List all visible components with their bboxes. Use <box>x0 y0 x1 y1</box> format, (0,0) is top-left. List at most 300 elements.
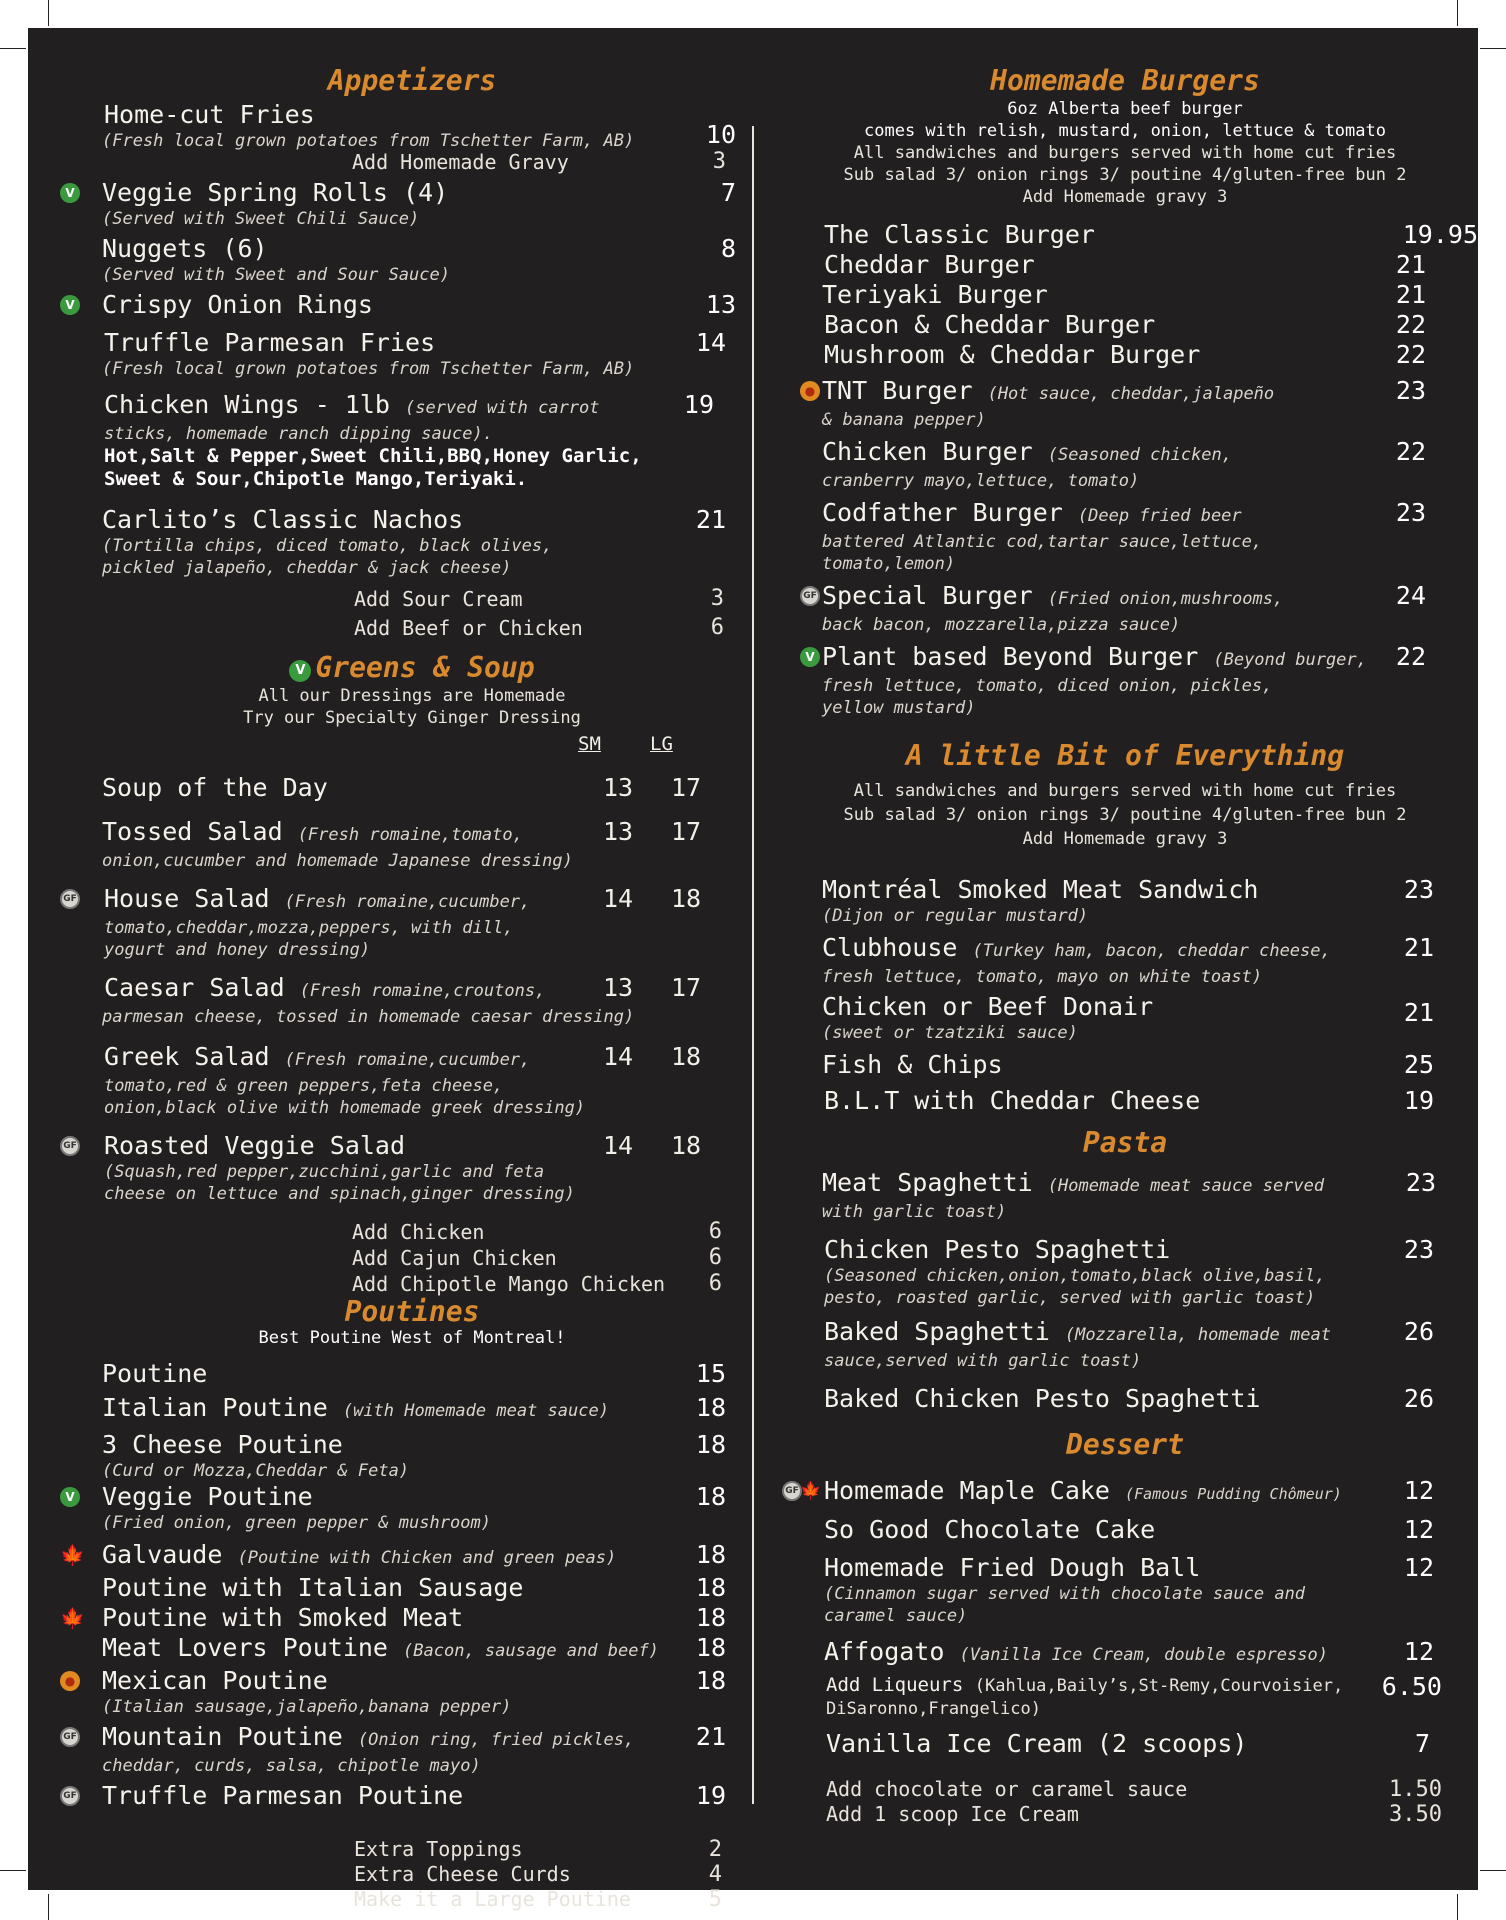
menu-item <box>780 376 1470 431</box>
item-name-line <box>822 1168 1394 1201</box>
item-desc: back bacon, mozzarella,pizza sauce) <box>822 615 1181 635</box>
menu-item <box>780 1637 1470 1670</box>
greens-note: Try our Specialty Ginger Dressing <box>243 708 581 728</box>
item-name: Poutine with Smoked Meat <box>102 1603 464 1632</box>
gluten-free-icon: GF <box>60 889 80 909</box>
item-prices <box>584 817 734 847</box>
item-desc: (Served with Sweet Chili Sauce) <box>102 209 420 229</box>
addon-label: Extra Toppings <box>354 1837 523 1861</box>
price-sm: 14 <box>602 1131 634 1160</box>
wing-flavors: Sweet & Sour,Chipotle Mango,Teriyaki. <box>104 468 528 490</box>
menu-item <box>780 498 1470 575</box>
addon-price: 6 <box>708 1271 722 1296</box>
addon-price: 3 <box>712 149 726 174</box>
dessert-title: Dessert <box>1065 1428 1184 1461</box>
item-name: Galvaude <box>102 1540 223 1569</box>
price-lg: 17 <box>670 973 702 1002</box>
item-desc: yellow mustard) <box>822 698 976 718</box>
crop-mark <box>48 0 49 26</box>
menu-item <box>780 280 1470 310</box>
item-name: The Classic Burger <box>824 220 1095 249</box>
item-name-line <box>104 884 666 917</box>
menu-item <box>82 505 742 579</box>
item-desc: fresh lettuce, tomato, mayo on white toast) <box>822 967 1263 987</box>
spicy-icon: ● <box>60 1671 80 1691</box>
menu-item <box>64 1666 742 1718</box>
item-name: Tossed Salad <box>102 817 283 846</box>
item-name: Mushroom & Cheddar Burger <box>824 340 1201 369</box>
menu-item <box>82 817 742 872</box>
item-prices <box>584 773 734 803</box>
item-desc: (Seasoned chicken, <box>1047 445 1233 465</box>
item-price: 12 <box>1403 1553 1434 1582</box>
item-price: 23 <box>1395 498 1426 527</box>
item-name-line <box>102 1633 666 1666</box>
item-price: 21 <box>1395 250 1426 279</box>
item-price: 18 <box>695 1540 726 1569</box>
price-lg: 18 <box>670 1042 702 1071</box>
wing-flavors: Hot,Salt & Pepper,Sweet Chili,BBQ,Honey Garlic, <box>104 445 642 467</box>
addon-row <box>82 613 742 643</box>
item-desc: sauce,served with garlic toast) <box>824 1351 1142 1371</box>
menu-item <box>63 1722 742 1777</box>
menu-item <box>65 290 742 320</box>
item-price: 19 <box>695 1781 726 1810</box>
item-name-line <box>822 498 1394 531</box>
item-name: Carlito’s Classic Nachos <box>102 505 464 534</box>
item-name-line <box>104 1042 666 1075</box>
menu-item <box>780 1168 1470 1223</box>
crop-mark <box>1457 1894 1458 1920</box>
menu-item <box>780 340 1470 370</box>
item-desc: (Seasoned chicken,onion,tomato,black olive,basil, <box>824 1266 1326 1286</box>
item-desc: pesto, roasted garlic, served with garlic toast) <box>824 1288 1316 1308</box>
item-name: Codfather Burger <box>822 498 1063 527</box>
item-price: 19 <box>1403 1086 1434 1115</box>
item-price: 26 <box>1403 1384 1434 1413</box>
item-price: 22 <box>1395 310 1426 339</box>
maple-leaf-icon: 🍁 <box>800 1481 822 1501</box>
menu-item <box>82 1042 742 1119</box>
item-price: 12 <box>1403 1637 1434 1666</box>
item-name: Fish & Chips <box>822 1050 1003 1079</box>
item-price: 15 <box>695 1359 726 1388</box>
item-name: Crispy Onion Rings <box>102 290 373 319</box>
item-price: 18 <box>695 1393 726 1422</box>
poutines-tagline: Best Poutine West of Montreal! <box>258 1328 566 1348</box>
item-desc: (Mozzarella, homemade meat <box>1064 1325 1331 1345</box>
addon-row <box>82 1887 742 1912</box>
item-name: Baked Chicken Pesto Spaghetti <box>824 1384 1261 1413</box>
item-desc: (sweet or tzatziki sauce) <box>822 1023 1078 1043</box>
menu-item <box>780 933 1470 988</box>
greens-note: All our Dressings are Homemade <box>258 686 566 706</box>
item-desc: (Fried onion,mushrooms, <box>1047 589 1284 609</box>
item-prices <box>584 1131 734 1161</box>
item-name: Meat Spaghetti <box>822 1168 1033 1197</box>
burgers-note: Add Homemade gravy 3 <box>1022 187 1228 207</box>
item-desc: yogurt and honey dressing) <box>104 940 371 960</box>
gluten-free-icon: GF <box>60 1727 80 1747</box>
item-price: 21 <box>1403 933 1434 962</box>
item-desc: DiSaronno,Frangelico) <box>826 1699 1041 1719</box>
addon-price: 3 <box>710 586 724 611</box>
item-name-line <box>822 933 1394 966</box>
item-desc: battered Atlantic cod,tartar sauce,lettuce, <box>822 532 1263 552</box>
addon-price: 2 <box>708 1837 722 1862</box>
price-sm: 14 <box>602 884 634 913</box>
greens-title <box>82 651 742 685</box>
item-name: Greek Salad <box>104 1042 270 1071</box>
item-prices <box>584 884 734 914</box>
menu-item <box>82 1633 742 1666</box>
menu-item <box>780 437 1470 492</box>
menu-item <box>82 1430 742 1482</box>
menu-item <box>82 1359 742 1389</box>
menu-page <box>28 28 1478 1912</box>
item-desc: (Fresh romaine,croutons, <box>299 981 546 1001</box>
addon-row <box>82 1245 742 1271</box>
item-desc: (Fresh romaine,cucumber, <box>284 892 531 912</box>
item-price: 18 <box>695 1666 726 1695</box>
crop-mark <box>1480 1870 1506 1871</box>
addon-label: Add Homemade Gravy <box>352 150 569 174</box>
price-sm: 13 <box>602 817 634 846</box>
item-name-line <box>104 390 702 423</box>
addon-price: 6 <box>708 1245 722 1270</box>
addon-label: Add Sour Cream <box>354 587 523 611</box>
item-desc: (Bacon, sausage and beef) <box>403 1641 659 1661</box>
addon-row <box>82 149 742 174</box>
item-name: Mountain Poutine <box>102 1722 343 1751</box>
item-name: Veggie Poutine <box>102 1482 313 1511</box>
menu-item <box>82 773 742 803</box>
menu-item <box>63 1131 742 1205</box>
item-desc: (Poutine with Chicken and green peas) <box>237 1548 617 1568</box>
everything-note: All sandwiches and burgers served with home cut fries <box>853 781 1397 801</box>
maple-leaf-icon: 🍁 <box>60 1543 85 1567</box>
addon-label: Add 1 scoop Ice Cream <box>826 1802 1079 1826</box>
item-name-line <box>822 642 1394 675</box>
item-name: Soup of the Day <box>102 773 328 802</box>
menu-item <box>780 875 1470 927</box>
crop-mark <box>1480 48 1506 49</box>
crop-mark <box>0 1870 26 1871</box>
addon-price: 6 <box>710 615 724 640</box>
menu-item <box>780 1476 1470 1509</box>
addon-row <box>780 1802 1470 1827</box>
burgers-line: comes with relish, mustard, onion, lettuce & tomato <box>864 121 1386 141</box>
item-price: 8 <box>720 234 736 263</box>
item-price: 18 <box>695 1603 726 1632</box>
addon-label: Add Chipotle Mango Chicken <box>352 1272 666 1296</box>
item-desc: (Dijon or regular mustard) <box>822 906 1089 926</box>
addon-price: 3.50 <box>1389 1802 1442 1827</box>
menu-item <box>82 973 742 1028</box>
item-price: 21 <box>1403 998 1434 1027</box>
menu-item <box>780 1235 1470 1309</box>
item-name-line <box>824 1317 1394 1350</box>
menu-item <box>780 1729 1470 1759</box>
menu-item <box>780 1086 1470 1116</box>
item-name: Truffle Parmesan Fries <box>104 328 436 357</box>
gluten-free-icon: GF <box>800 586 820 606</box>
item-name: Mexican Poutine <box>102 1666 328 1695</box>
item-name-line <box>826 1672 1394 1699</box>
item-name: TNT Burger <box>822 376 973 405</box>
item-name-line <box>102 1722 666 1755</box>
menu-item <box>82 328 742 380</box>
menu-item <box>780 1050 1470 1080</box>
item-name: Chicken Wings - 1lb <box>104 390 390 419</box>
crop-mark <box>0 48 26 49</box>
menu-item <box>780 1553 1470 1627</box>
addon-row <box>780 1777 1470 1802</box>
item-name: Montréal Smoked Meat Sandwich <box>822 875 1259 904</box>
burgers-line: 6oz Alberta beef burger <box>1007 99 1243 119</box>
menu-item <box>82 1393 742 1426</box>
item-name: Cheddar Burger <box>824 250 1035 279</box>
menu-item <box>780 1384 1470 1414</box>
item-desc: tomato,cheddar,mozza,peppers, with dill, <box>104 918 514 938</box>
item-price: 23 <box>1395 376 1426 405</box>
item-price: 12 <box>1403 1515 1434 1544</box>
pasta-title: Pasta <box>1082 1126 1168 1159</box>
item-name: Chicken or Beef Donair <box>822 992 1154 1021</box>
item-desc: onion,black olive with homemade greek dressing) <box>104 1098 586 1118</box>
item-desc: (Onion ring, fried pickles, <box>357 1730 635 1750</box>
item-price: 23 <box>1403 1235 1434 1264</box>
crop-mark <box>1457 0 1458 26</box>
item-name: B.L.T with Cheddar Cheese <box>824 1086 1201 1115</box>
menu-item <box>780 250 1470 280</box>
item-desc: (Beyond burger, <box>1213 650 1367 670</box>
price-sm: 13 <box>602 973 634 1002</box>
item-name: Special Burger <box>822 581 1033 610</box>
menu-item <box>65 1482 742 1534</box>
addon-row <box>82 1862 742 1887</box>
item-price: 21 <box>695 505 726 534</box>
item-name: Nuggets (6) <box>102 234 268 263</box>
menu-item <box>780 1672 1470 1719</box>
item-price: 12 <box>1403 1476 1434 1505</box>
item-desc: (Hot sauce, cheddar,jalapeño <box>987 384 1275 404</box>
item-name: Add Liqueurs <box>826 1674 964 1696</box>
item-name: Truffle Parmesan Poutine <box>102 1781 464 1810</box>
menu-item <box>63 884 742 961</box>
addon-price: 1.50 <box>1389 1777 1442 1802</box>
item-desc: cranberry mayo,lettuce, tomato) <box>822 471 1140 491</box>
item-name-line <box>824 1476 1394 1509</box>
vegetarian-icon: V <box>60 1487 80 1507</box>
item-price: 26 <box>1403 1317 1434 1346</box>
menu-item <box>780 310 1470 340</box>
poutines-title: Poutines <box>344 1295 480 1328</box>
item-price: 7 <box>720 178 736 207</box>
item-name-line <box>822 581 1394 614</box>
item-name: Bacon & Cheddar Burger <box>824 310 1156 339</box>
item-name: Italian Poutine <box>102 1393 328 1422</box>
menu-item <box>82 234 742 286</box>
item-desc: cheddar, curds, salsa, chipotle mayo) <box>102 1756 481 1776</box>
crop-mark <box>48 1894 49 1920</box>
item-desc-cont: sticks, homemade ranch dipping sauce). <box>104 424 493 444</box>
item-desc: (Tortilla chips, diced tomato, black olives, <box>102 536 553 556</box>
item-name: House Salad <box>104 884 270 913</box>
addon-row <box>82 1219 742 1245</box>
addon-row <box>82 1271 742 1297</box>
item-price: 25 <box>1403 1050 1434 1079</box>
item-desc: (Fresh romaine,cucumber, <box>284 1050 531 1070</box>
price-lg: 17 <box>670 817 702 846</box>
item-name: Meat Lovers Poutine <box>102 1633 388 1662</box>
item-name: Affogato <box>824 1637 945 1666</box>
item-price: 7 <box>1414 1729 1430 1758</box>
greens-title-text: Greens & Soup <box>315 651 535 684</box>
addon-row <box>82 585 742 613</box>
menu-item <box>780 642 1470 719</box>
menu-item <box>780 992 1470 1044</box>
item-price: 6.50 <box>1381 1672 1442 1701</box>
item-prices <box>584 973 734 1003</box>
menu-item <box>82 390 742 491</box>
spicy-icon: ● <box>800 381 820 401</box>
addon-label: Add Chicken <box>352 1220 485 1244</box>
item-price: 13 <box>705 290 736 319</box>
menu-item <box>60 1603 742 1633</box>
left-column <box>60 64 742 1912</box>
item-name: Teriyaki Burger <box>822 280 1048 309</box>
item-name-line <box>102 817 666 850</box>
item-desc: (Famous Pudding Chômeur) <box>1125 1485 1342 1503</box>
item-name: So Good Chocolate Cake <box>824 1515 1156 1544</box>
size-headers <box>82 729 742 759</box>
menu-item <box>82 100 742 152</box>
item-price: 18 <box>695 1573 726 1602</box>
menu-item <box>65 178 742 230</box>
size-lg-label: LG <box>650 733 673 755</box>
addon-price: 5 <box>708 1887 722 1912</box>
menu-item <box>82 1573 742 1603</box>
size-sm-label: SM <box>578 733 601 755</box>
item-desc: (Deep fried beer <box>1077 506 1242 526</box>
item-name-line <box>104 973 666 1006</box>
item-desc: (Fresh local grown potatoes from Tschetter Farm, AB) <box>102 359 635 379</box>
menu-item <box>780 1317 1470 1372</box>
item-name: Homemade Maple Cake <box>824 1476 1110 1505</box>
item-desc: (Served with Sweet and Sour Sauce) <box>102 265 450 285</box>
item-price: 18 <box>695 1430 726 1459</box>
item-desc: (Curd or Mozza,Cheddar & Feta) <box>102 1461 410 1481</box>
item-price: 14 <box>695 328 726 357</box>
item-price: 19.95 <box>1402 220 1478 249</box>
item-desc: cheese on lettuce and spinach,ginger dressing) <box>104 1184 575 1204</box>
item-desc: (Fried onion, green pepper & mushroom) <box>102 1513 491 1533</box>
addon-price: 4 <box>708 1862 722 1887</box>
menu-item <box>780 581 1470 636</box>
item-desc: (Turkey ham, bacon, cheddar cheese, <box>972 941 1331 961</box>
item-name: Roasted Veggie Salad <box>104 1131 406 1160</box>
burgers-title: Homemade Burgers <box>990 64 1260 97</box>
item-price: 22 <box>1395 340 1426 369</box>
item-name: Chicken Pesto Spaghetti <box>824 1235 1171 1264</box>
appetizers-title: Appetizers <box>327 64 497 97</box>
item-desc: with garlic toast) <box>822 1202 1007 1222</box>
gluten-free-icon: GF <box>60 1136 80 1156</box>
menu-item <box>60 1540 742 1573</box>
item-name: Plant based Beyond Burger <box>822 642 1199 671</box>
everything-title: A little Bit of Everything <box>905 739 1345 772</box>
vegetarian-icon: V <box>60 183 80 203</box>
item-desc: (with Homemade meat sauce) <box>342 1401 609 1421</box>
item-price: 18 <box>695 1482 726 1511</box>
item-prices <box>584 1042 734 1072</box>
item-price: 21 <box>695 1722 726 1751</box>
item-name: Home-cut Fries <box>104 100 315 129</box>
item-price: 22 <box>1395 437 1426 466</box>
price-sm: 14 <box>602 1042 634 1071</box>
addon-label: Add Beef or Chicken <box>354 616 583 640</box>
item-name-line <box>822 437 1394 470</box>
item-name-line <box>824 1637 1394 1670</box>
price-lg: 18 <box>670 1131 702 1160</box>
item-name: Homemade Fried Dough Ball <box>824 1553 1201 1582</box>
burgers-note: All sandwiches and burgers served with home cut fries <box>853 143 1397 163</box>
item-name: Baked Spaghetti <box>824 1317 1050 1346</box>
item-price: 10 <box>705 120 736 149</box>
item-name: Chicken Burger <box>822 437 1033 466</box>
item-desc: onion,cucumber and homemade Japanese dressing) <box>102 851 573 871</box>
gluten-free-icon: GF <box>782 1481 802 1501</box>
item-desc: (Cinnamon sugar served with chocolate sauce and <box>824 1584 1306 1604</box>
item-desc: (Fresh romaine,tomato, <box>297 825 523 845</box>
item-desc: (Homemade meat sauce served <box>1047 1176 1325 1196</box>
item-desc: parmesan cheese, tossed in homemade caesar dressing) <box>102 1007 635 1027</box>
item-name: Clubhouse <box>822 933 958 962</box>
vegetarian-icon: V <box>289 660 311 682</box>
item-desc: fresh lettuce, tomato, diced onion, pickles, <box>822 676 1273 696</box>
item-name: Caesar Salad <box>104 973 285 1002</box>
price-sm: 13 <box>602 773 634 802</box>
item-name-line <box>102 1393 666 1426</box>
item-name-line <box>102 1540 666 1573</box>
item-desc: (Italian sausage,jalapeño,banana pepper) <box>102 1697 512 1717</box>
item-price: 19 <box>683 390 714 419</box>
addon-label: Add chocolate or caramel sauce <box>826 1777 1188 1801</box>
item-desc: (served with carrot <box>405 398 600 418</box>
item-desc: (Fresh local grown potatoes from Tschetter Farm, AB) <box>102 131 635 151</box>
addon-label: Add Cajun Chicken <box>352 1246 557 1270</box>
item-desc: caramel sauce) <box>824 1606 968 1626</box>
item-desc: tomato,red & green peppers,feta cheese, <box>104 1076 504 1096</box>
gluten-free-icon: GF <box>60 1786 80 1806</box>
addon-price: 6 <box>708 1219 722 1244</box>
item-price: 23 <box>1403 875 1434 904</box>
item-desc: (Kahlua,Baily’s,St-Remy,Courvoisier, <box>974 1676 1344 1696</box>
vegetarian-icon: V <box>800 647 820 667</box>
maple-leaf-icon: 🍁 <box>60 1606 85 1630</box>
item-price: 24 <box>1395 581 1426 610</box>
item-desc: & banana pepper) <box>822 410 986 430</box>
item-desc: pickled jalapeño, cheddar & jack cheese) <box>102 558 512 578</box>
item-name: Veggie Spring Rolls (4) <box>102 178 449 207</box>
item-price: 21 <box>1395 280 1426 309</box>
column-divider <box>752 126 754 1804</box>
vegetarian-icon: V <box>60 295 80 315</box>
addon-label: Make it a Large Poutine <box>354 1887 631 1911</box>
item-desc: (Vanilla Ice Cream, double espresso) <box>959 1645 1328 1665</box>
everything-note: Add Homemade gravy 3 <box>1022 829 1228 849</box>
